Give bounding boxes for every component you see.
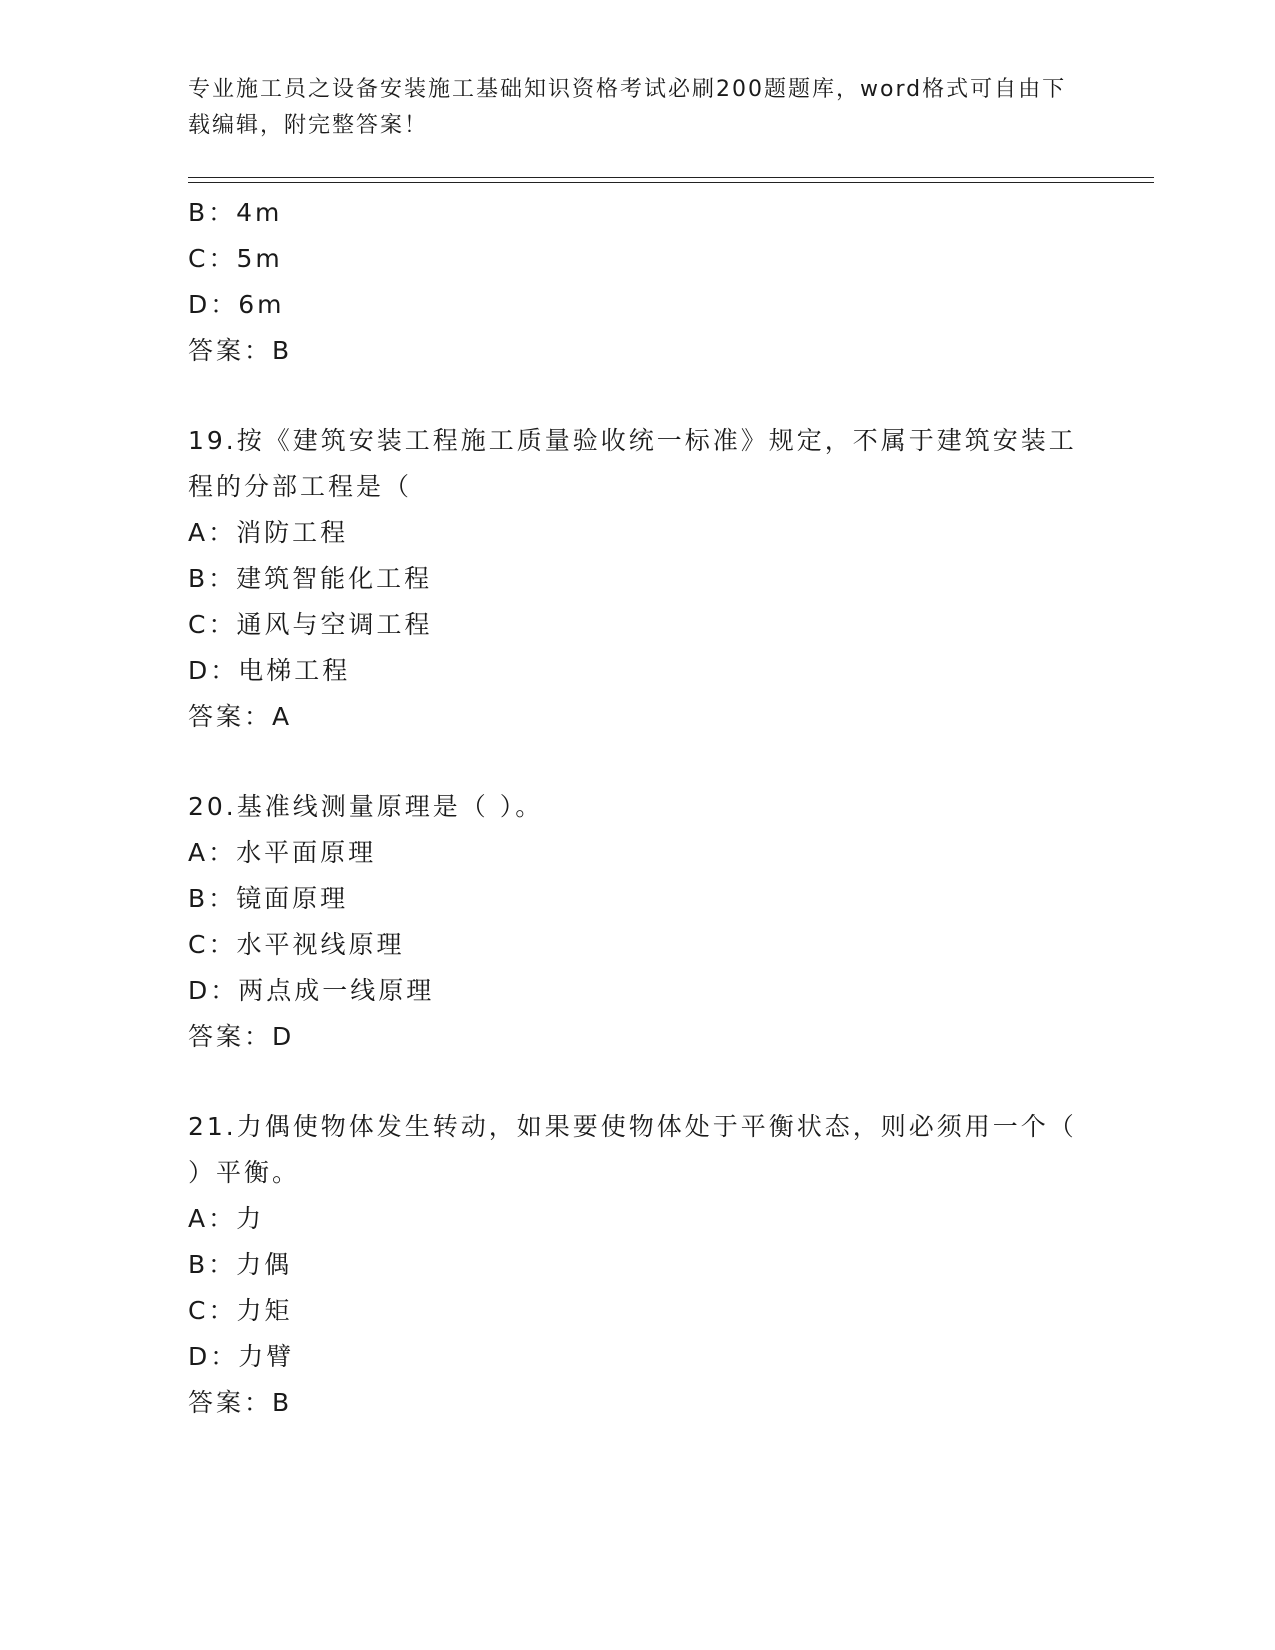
option-text: 力臂 xyxy=(238,1342,295,1371)
option-b xyxy=(188,190,1088,236)
header-divider-top xyxy=(188,177,1154,178)
option-letter: B： xyxy=(188,1250,237,1279)
option-d xyxy=(188,1334,1088,1380)
option-letter: C： xyxy=(188,244,237,273)
option-letter: D： xyxy=(188,976,239,1005)
question-20 xyxy=(188,784,1088,1060)
option-letter: A： xyxy=(188,1204,237,1233)
option-letter: C： xyxy=(188,930,237,959)
option-text: 建筑智能化工程 xyxy=(236,564,433,593)
question-19 xyxy=(188,418,1088,740)
option-text: 电梯工程 xyxy=(238,656,351,685)
option-letter: A： xyxy=(188,518,237,547)
answer-line: 答案：B xyxy=(188,336,293,365)
option-c xyxy=(188,236,1088,282)
option-letter: D： xyxy=(188,290,239,319)
option-b xyxy=(188,556,1088,602)
option-text: 6m xyxy=(238,290,285,319)
option-text: 4m xyxy=(236,198,283,227)
option-text: 镜面原理 xyxy=(236,884,349,913)
option-letter: B： xyxy=(188,198,237,227)
header-title: 专业施工员之设备安装施工基础知识资格考试必刷200题题库，word格式可自由下载编辑，附完整答案！ xyxy=(188,77,1067,138)
option-b xyxy=(188,876,1088,922)
header-divider-bottom xyxy=(188,182,1154,183)
option-d xyxy=(188,282,1088,328)
option-d xyxy=(188,968,1088,1014)
question-stem: 19.按《建筑安装工程施工质量验收统一标准》规定，不属于建筑安装工程的分部工程是（ xyxy=(188,426,1077,501)
option-c xyxy=(188,602,1088,648)
question-list xyxy=(188,190,1088,1426)
option-letter: B： xyxy=(188,884,237,913)
question-21 xyxy=(188,1104,1088,1426)
option-a xyxy=(188,510,1088,556)
option-text: 5m xyxy=(236,244,283,273)
option-letter: C： xyxy=(188,1296,237,1325)
option-text: 水平视线原理 xyxy=(236,930,405,959)
option-text: 力偶 xyxy=(236,1250,293,1279)
option-a xyxy=(188,1196,1088,1242)
option-text: 通风与空调工程 xyxy=(236,610,433,639)
option-text: 两点成一线原理 xyxy=(238,976,435,1005)
answer-line: 答案：D xyxy=(188,1022,295,1051)
question-stem: 20.基准线测量原理是（ ）。 xyxy=(188,792,544,821)
option-letter: D： xyxy=(188,1342,239,1371)
document-header xyxy=(188,72,1088,144)
option-c xyxy=(188,922,1088,968)
option-text: 消防工程 xyxy=(236,518,349,547)
question-stem: 21.力偶使物体发生转动，如果要使物体处于平衡状态，则必须用一个（ ）平衡。 xyxy=(188,1112,1077,1187)
option-d xyxy=(188,648,1088,694)
option-letter: D： xyxy=(188,656,239,685)
option-letter: B： xyxy=(188,564,237,593)
option-letter: A： xyxy=(188,838,237,867)
question-continued xyxy=(188,190,1088,374)
option-text: 力 xyxy=(236,1204,265,1233)
option-b xyxy=(188,1242,1088,1288)
option-text: 力矩 xyxy=(236,1296,293,1325)
option-a xyxy=(188,830,1088,876)
answer-line: 答案：A xyxy=(188,702,293,731)
option-text: 水平面原理 xyxy=(236,838,377,867)
answer-line: 答案：B xyxy=(188,1388,293,1417)
option-c xyxy=(188,1288,1088,1334)
option-letter: C： xyxy=(188,610,237,639)
